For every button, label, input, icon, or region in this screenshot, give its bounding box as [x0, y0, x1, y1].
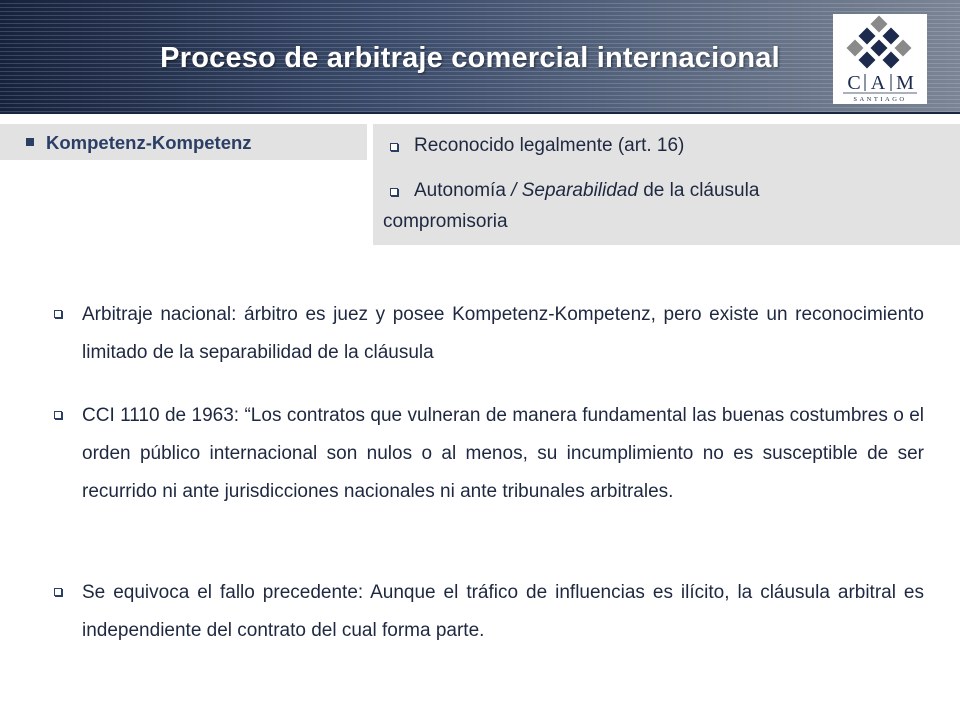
- checkbox-bullet-icon: [54, 411, 62, 419]
- paragraph-3: [52, 574, 924, 650]
- logo-letter-a: A: [870, 72, 886, 94]
- logo-letter-m: M: [896, 72, 914, 94]
- square-bullet-icon: [26, 138, 34, 146]
- paragraph-text: Se equivoca el fallo precedente: Aunque el tráfico de influencias es ilícito, la cláusula arbitral es independiente del contrato del cual forma parte.: [82, 582, 924, 641]
- logo-diamonds: [847, 16, 912, 69]
- callout-item-2: [414, 177, 759, 204]
- logo-subtitle: SANTIAGO: [853, 96, 907, 103]
- cam-santiago-logo: [833, 14, 927, 104]
- paragraph-text: Arbitraje nacional: árbitro es juez y posee Kompetenz-Kompetenz, pero existe un reconocimiento limitado de la separabilidad de la cláusula: [82, 304, 924, 363]
- checkbox-bullet-icon: [390, 188, 398, 196]
- logo-letter-c: C: [847, 72, 861, 94]
- checkbox-bullet-icon: [54, 310, 62, 318]
- page-title: Proceso de arbitraje comercial internacional: [160, 42, 780, 74]
- paragraph-1: [52, 296, 924, 372]
- callout-panel: [373, 124, 960, 245]
- callout-item-2-continuation: compromisoria: [383, 211, 508, 232]
- header-banner: [0, 0, 960, 112]
- callout-item-2-italic: / Separabilidad: [511, 180, 638, 201]
- topic-panel: [0, 124, 367, 160]
- header-divider: [0, 112, 960, 114]
- checkbox-bullet-icon: [390, 143, 398, 151]
- checkbox-bullet-icon: [54, 588, 62, 596]
- logo-graphic: [833, 14, 927, 104]
- paragraph-text: CCI 1110 de 1963: “Los contratos que vulneran de manera fundamental las buenas costumbres o el orden público internacional son nulos o al menos, su incumplimiento no es susceptible de ser recurrido ni ante jurisdicciones nacionales ni ante tribunales arbitrales.: [82, 405, 924, 502]
- callout-item-1: Reconocido legalmente (art. 16): [414, 135, 685, 156]
- callout-item-2-text-b: de la cláusula: [637, 180, 760, 201]
- topic-label: Kompetenz-Kompetenz: [46, 132, 252, 153]
- callout-item-2-text-a: Autonomía: [414, 180, 512, 201]
- paragraph-2: [52, 397, 924, 511]
